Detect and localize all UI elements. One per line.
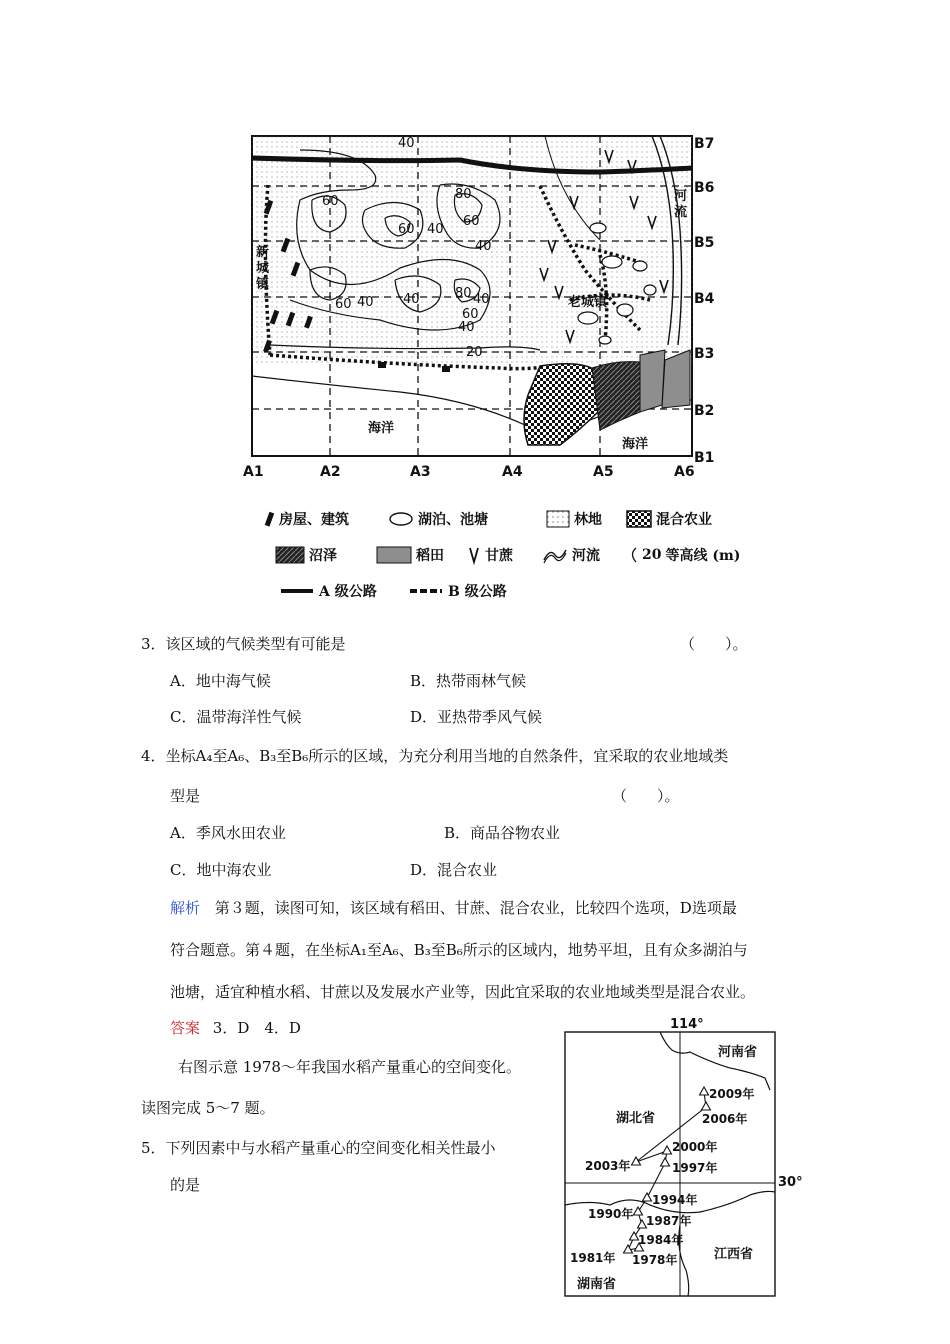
axis-label-a: A5 — [593, 464, 614, 480]
rice-area-1 — [640, 350, 665, 412]
axis-label-a: A4 — [502, 464, 523, 480]
year-label: 2006年 — [702, 1112, 748, 1126]
contour-label: 40 — [357, 295, 374, 310]
axis-label-b: B5 — [694, 235, 715, 251]
jiangxi-label: 江西省 — [714, 1247, 754, 1262]
lake-icon — [388, 511, 414, 527]
contour-label: 80 — [455, 286, 472, 301]
solid-line-icon — [281, 585, 315, 597]
intro-line-1: 右图示意 1978～年我国水稻产量重心的空间变化。 — [178, 1058, 521, 1076]
lat-label: 30° — [778, 1175, 803, 1190]
year-label: 1984年 — [638, 1233, 684, 1247]
legend-road-b: B 级公路 — [410, 581, 507, 601]
legend-rice: 稻田 — [376, 545, 444, 565]
year-label: 1994年 — [652, 1193, 698, 1207]
contour-label: 60 — [462, 307, 479, 322]
rice-centroid-map — [560, 1016, 805, 1306]
q4-option-b: B．商品谷物农业 — [444, 824, 561, 842]
contour-label: 40 — [473, 292, 490, 307]
analysis-label: 解析 — [170, 899, 201, 917]
rice-icon — [376, 546, 412, 564]
answer-line — [170, 1018, 301, 1038]
legend-swamp: 沼泽 — [275, 545, 337, 565]
swamp-icon — [275, 546, 305, 564]
hubei-label: 湖北省 — [616, 1111, 656, 1126]
contour-label: 20 — [466, 345, 483, 360]
year-label: 1990年 — [588, 1207, 634, 1221]
axis-label-a: A2 — [320, 464, 341, 480]
q4-option-d: D．混合农业 — [410, 861, 498, 879]
axis-label-b: B3 — [694, 346, 715, 362]
legend-houses: 房屋、建筑 — [265, 509, 349, 529]
analysis-line-1 — [170, 898, 737, 918]
land-use-map — [240, 128, 715, 483]
year-label: 2000年 — [672, 1140, 718, 1154]
legend-river: 河流 — [542, 545, 600, 565]
contour-label: 40 — [427, 222, 444, 237]
year-label: 2003年 — [585, 1159, 631, 1173]
contour-label: 40 — [475, 239, 492, 254]
axis-label-a: A1 — [243, 464, 264, 480]
year-label: 2009年 — [709, 1087, 755, 1101]
q3-option-c: C．温带海洋性气候 — [170, 708, 302, 726]
q3-option-a: A．地中海气候 — [170, 672, 271, 690]
q3-option-b: B．热带雨林气候 — [410, 672, 527, 690]
q4-option-c: C．地中海农业 — [170, 861, 272, 879]
axis-label-b: B1 — [694, 450, 715, 466]
contour-label: 60 — [398, 222, 415, 237]
q3-paren: （ ）。 — [680, 635, 748, 653]
q3-stem: 3．该区域的气候类型有可能是 — [141, 635, 346, 653]
year-label: 1981年 — [570, 1251, 616, 1265]
house-icon — [265, 511, 275, 527]
dashed-line-icon — [410, 585, 444, 597]
new-town-label: 新城镇 — [256, 245, 270, 292]
contour-label: 80 — [455, 187, 472, 202]
q4-stem: 4．坐标A₄至A₆、B₃至B₆所示的区域，为充分利用当地的自然条件，宜采取的农业地域类 — [141, 747, 729, 765]
axis-label-b: B2 — [694, 403, 715, 419]
q5-stem-2: 的是 — [170, 1176, 201, 1194]
lon-label: 114° — [670, 1017, 704, 1032]
legend-road-a: A 级公路 — [281, 581, 377, 601]
analysis-line-2: 符合题意。第４题，在坐标A₁至A₆、B₃至B₆所示的区域内，地势平坦，且有众多湖泊与 — [170, 941, 748, 959]
intro-line-2: 读图完成 5～7 题。 — [141, 1099, 275, 1117]
q5-stem: 5．下列因素中与水稻产量重心的空间变化相关性最小 — [141, 1139, 496, 1157]
q4-option-a: A．季风水田农业 — [170, 824, 286, 842]
year-label: 1978年 — [632, 1253, 678, 1267]
axis-label-b: B7 — [694, 136, 715, 152]
contour-label: 60 — [335, 297, 352, 312]
year-label: 1997年 — [672, 1161, 718, 1175]
legend-forest: 林地 — [546, 509, 602, 529]
hunan-label: 湖南省 — [577, 1277, 617, 1292]
legend-mixed: 混合农业 — [626, 509, 712, 529]
contour-label: 60 — [322, 194, 339, 209]
analysis-text-1: 第３题，读图可知，该区域有稻田、甘蔗、混合农业，比较四个选项，D选项最 — [214, 899, 737, 917]
q3-option-d: D．亚热带季风气候 — [410, 708, 543, 726]
legend-lakes: 湖泊、池塘 — [388, 509, 488, 529]
answer-label: 答案 — [170, 1019, 201, 1037]
contour-label: 40 — [403, 292, 420, 307]
q4-stem-2: 型是 — [170, 787, 201, 805]
legend-contour: 20 等高线 (m) — [628, 545, 740, 565]
sea-label: 海洋 — [622, 437, 649, 452]
q4-paren: （ ）。 — [612, 787, 680, 805]
river-icon — [542, 546, 568, 564]
sea-label: 海洋 — [368, 421, 395, 436]
checker-icon — [626, 510, 652, 528]
forest-icon — [546, 510, 570, 528]
axis-label-b: B4 — [694, 291, 715, 307]
river-label: 河流 — [674, 189, 688, 220]
contour-label: 40 — [398, 136, 415, 151]
sugarcane-icon — [467, 546, 481, 564]
year-label: 1987年 — [646, 1214, 692, 1228]
old-town-label: 老城镇 — [568, 295, 608, 310]
henan-label: 河南省 — [718, 1045, 758, 1060]
contour-icon — [628, 546, 638, 564]
axis-label-b: B6 — [694, 180, 715, 196]
analysis-line-3: 池塘，适宜种植水稻、甘蔗以及发展水产业等，因此宜采取的农业地域类型是混合农业。 — [170, 983, 756, 1001]
contour-label: 60 — [463, 214, 480, 229]
axis-label-a: A6 — [674, 464, 695, 480]
answer-text: 3．D 4．D — [212, 1019, 301, 1037]
legend-sugarcane: 甘蔗 — [467, 545, 513, 565]
axis-label-a: A3 — [410, 464, 431, 480]
contour-label: 40 — [458, 320, 475, 335]
